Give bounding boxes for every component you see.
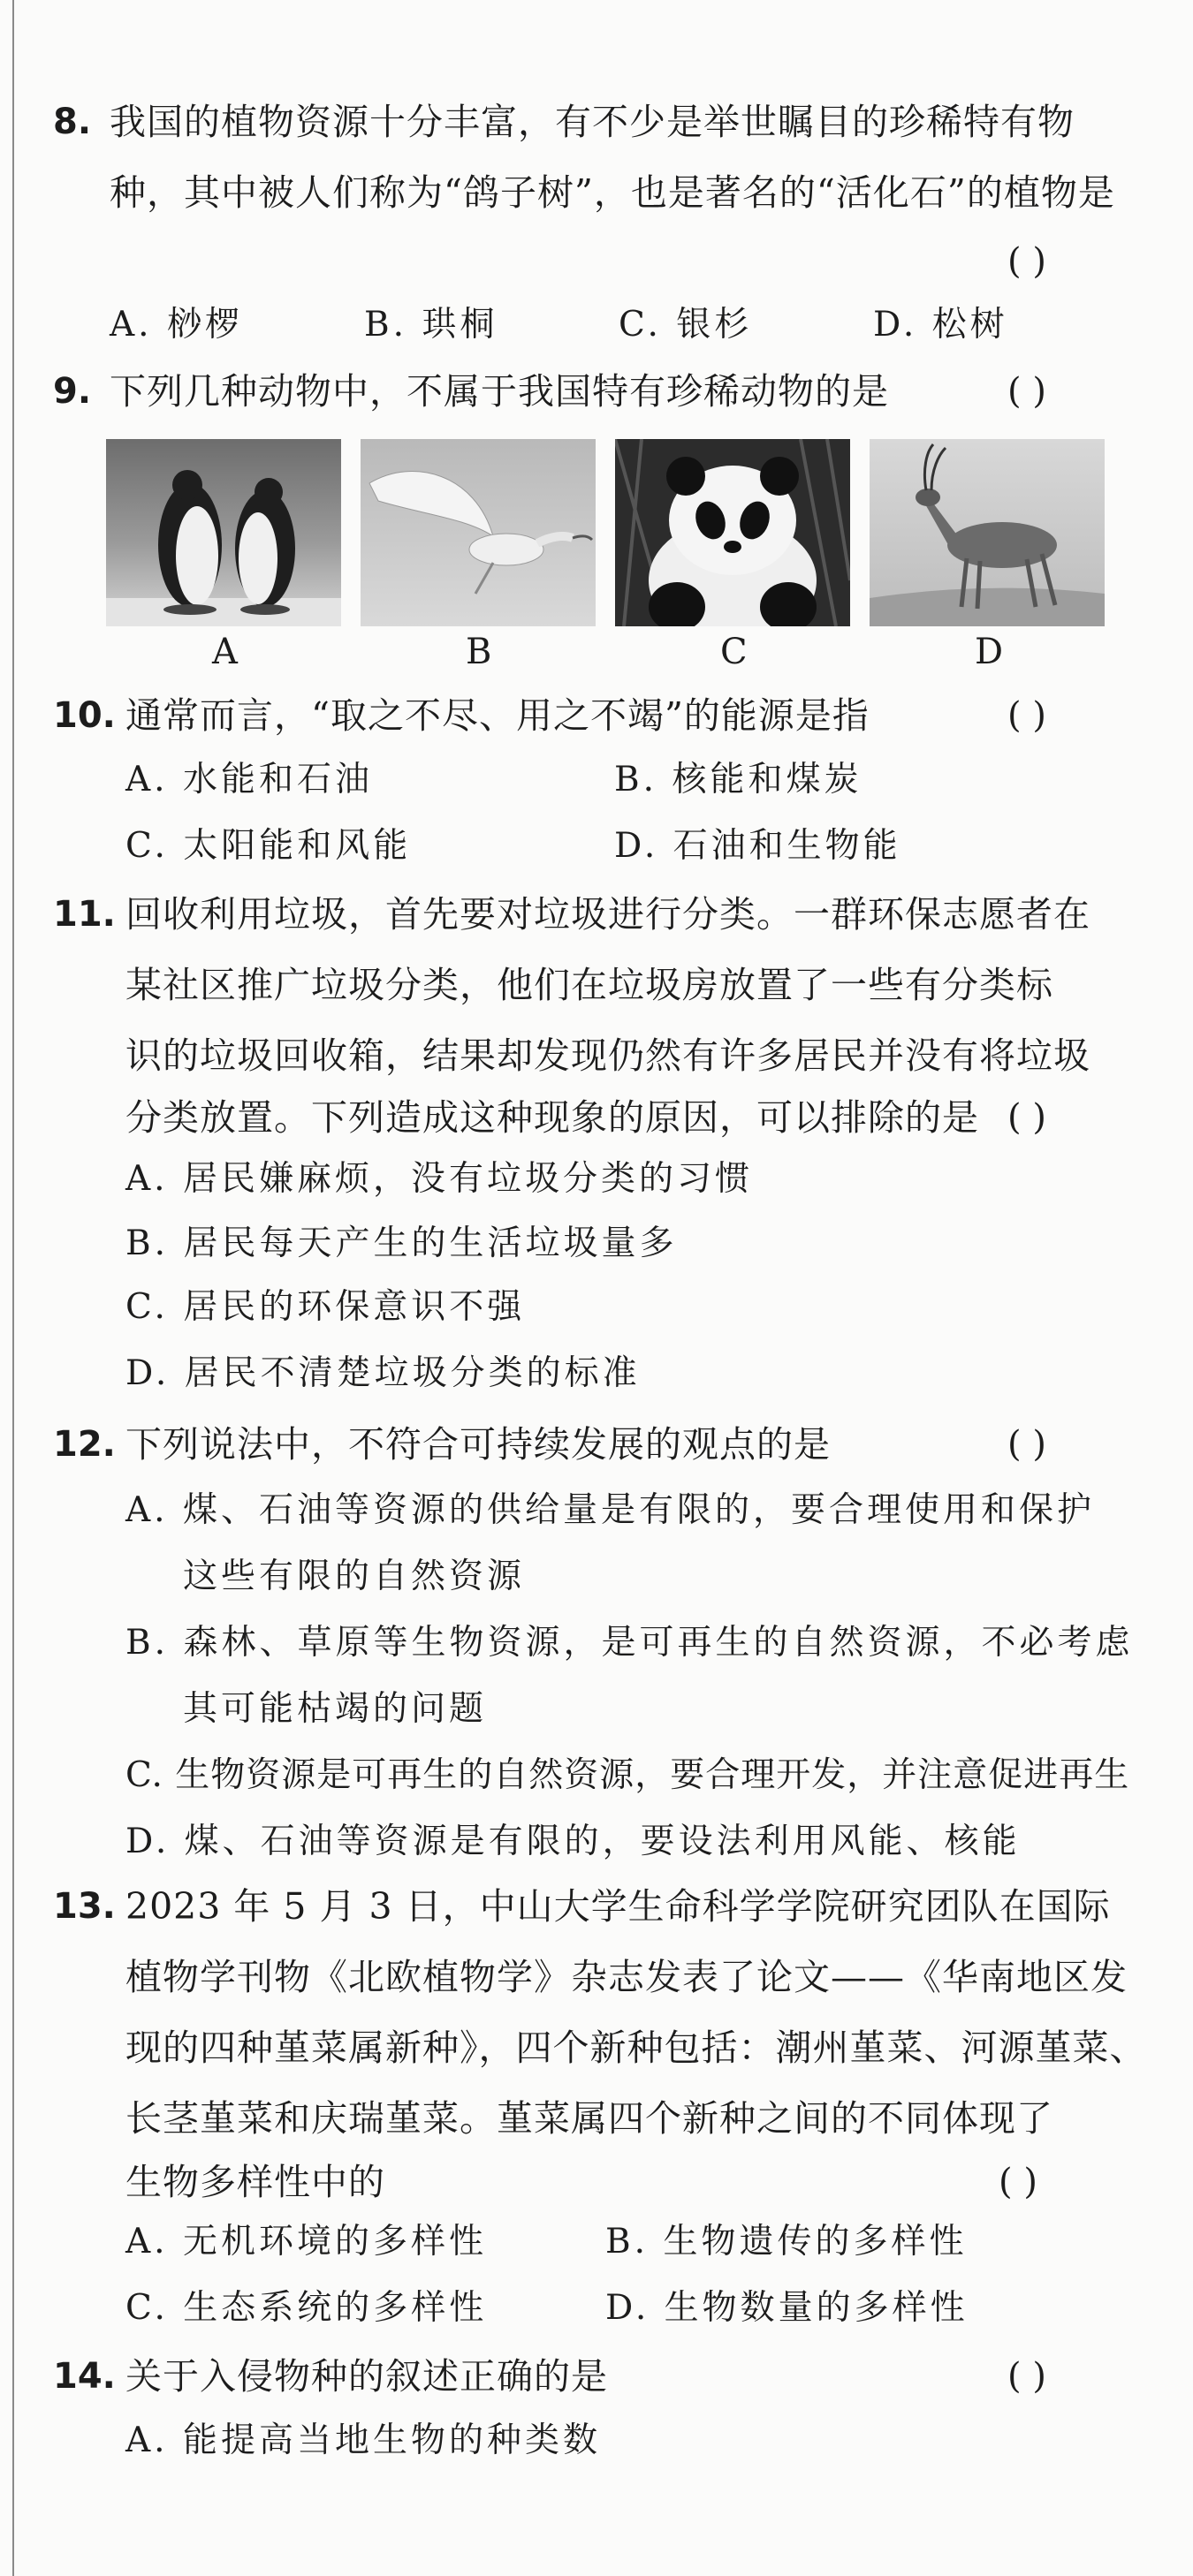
option-c: C. 生物资源是可再生的自然资源，要合理开发，并注意促进再生	[125, 1755, 1130, 1795]
question-text-line: 通常而言，“取之不尽、用之不竭”的能源是指	[125, 694, 870, 737]
penguins-photo	[106, 439, 341, 626]
option-b: B. 珙桐	[364, 305, 498, 345]
answer-bracket[interactable]: ( )	[1007, 2356, 1046, 2397]
option-a: A. 居民嫌麻烦，没有垃圾分类的习惯	[125, 1159, 753, 1199]
answer-bracket[interactable]: ( )	[999, 2162, 1037, 2202]
option-b: B. 生物遗传的多样性	[605, 2222, 968, 2262]
question-text-line: 生物多样性中的	[125, 2161, 385, 2203]
question-text-line: 某社区推广垃圾分类，他们在垃圾房放置了一些有分类标	[125, 964, 1053, 1006]
option-d: D. 石油和生物能	[614, 826, 901, 866]
photo-label-c: C	[720, 632, 748, 672]
option-d: D. 居民不清楚垃圾分类的标准	[125, 1353, 641, 1393]
question-number: 10.	[53, 695, 116, 736]
question-text-line: 关于入侵物种的叙述正确的是	[125, 2355, 608, 2398]
giant-panda-photo	[615, 439, 850, 626]
option-b-continued: 其可能枯竭的问题	[183, 1689, 488, 1729]
photo-label-d: D	[975, 632, 1004, 672]
photo-label-b: B	[466, 632, 492, 672]
question-number: 9.	[53, 371, 92, 412]
question-number: 12.	[53, 1424, 116, 1465]
question-text-line: 下列几种动物中，不属于我国特有珍稀动物的是	[110, 370, 889, 413]
option-c: C. 生态系统的多样性	[125, 2288, 488, 2328]
option-a-continued: 这些有限的自然资源	[183, 1557, 526, 1596]
question-text-line: 植物学刊物《北欧植物学》杂志发表了论文——《华南地区发	[125, 1956, 1128, 1998]
question-text-line: 我国的植物资源十分丰富，有不少是举世瞩目的珍稀特有物	[110, 101, 1075, 143]
option-b: B. 居民每天产生的生活垃圾量多	[125, 1224, 678, 1263]
option-d: D. 生物数量的多样性	[605, 2288, 969, 2328]
question-number: 11.	[53, 894, 116, 935]
tibetan-antelope-photo	[870, 439, 1105, 626]
option-c: C. 银杉	[619, 305, 753, 345]
option-c: C. 居民的环保意识不强	[125, 1287, 526, 1327]
question-text-line: 种，其中被人们称为“鸽子树”，也是著名的“活化石”的植物是	[110, 171, 1115, 214]
question-text-line: 长茎堇菜和庆瑞堇菜。堇菜属四个新种之间的不同体现了	[125, 2097, 1053, 2140]
option-b: B. 核能和煤炭	[614, 760, 862, 799]
binding-edge-line	[12, 0, 14, 2576]
option-c: C. 太阳能和风能	[125, 826, 412, 866]
photo-label-a: A	[212, 632, 238, 672]
option-a: A. 能提高当地生物的种类数	[125, 2421, 601, 2460]
option-a: A. 水能和石油	[125, 760, 373, 799]
question-text-line: 识的垃圾回收箱，结果却发现仍然有许多居民并没有将垃圾	[125, 1034, 1090, 1077]
option-a: A. 无机环境的多样性	[125, 2222, 487, 2262]
option-d: D. 煤、石油等资源是有限的，要设法利用风能、核能	[125, 1822, 1021, 1861]
option-a: A. 煤、石油等资源的供给量是有限的，要合理使用和保护	[125, 1490, 1095, 1530]
answer-bracket[interactable]: ( )	[1007, 695, 1046, 736]
question-number: 8.	[53, 102, 92, 142]
answer-bracket[interactable]: ( )	[1007, 1097, 1046, 1138]
option-d: D. 松树	[873, 305, 1008, 345]
answer-bracket[interactable]: ( )	[1007, 371, 1046, 412]
answer-bracket[interactable]: ( )	[1007, 241, 1046, 282]
question-text-line: 2023 年 5 月 3 日，中山大学生命科学学院研究团队在国际	[125, 1885, 1111, 1928]
answer-bracket[interactable]: ( )	[1007, 1424, 1046, 1465]
question-number: 13.	[53, 1886, 116, 1927]
question-text-line: 回收利用垃圾，首先要对垃圾进行分类。一群环保志愿者在	[125, 893, 1090, 936]
question-text-line: 分类放置。下列造成这种现象的原因，可以排除的是	[125, 1096, 979, 1139]
question-text-line: 下列说法中，不符合可持续发展的观点的是	[125, 1423, 831, 1466]
crested-ibis-photo	[361, 439, 596, 626]
question-number: 14.	[53, 2356, 116, 2397]
option-b: B. 森林、草原等生物资源，是可再生的自然资源，不必考虑	[125, 1623, 1134, 1663]
option-a: A. 桫椤	[110, 305, 243, 345]
question-text-line: 现的四种堇菜属新种》，四个新种包括：潮州堇菜、河源堇菜、	[125, 2027, 1147, 2069]
